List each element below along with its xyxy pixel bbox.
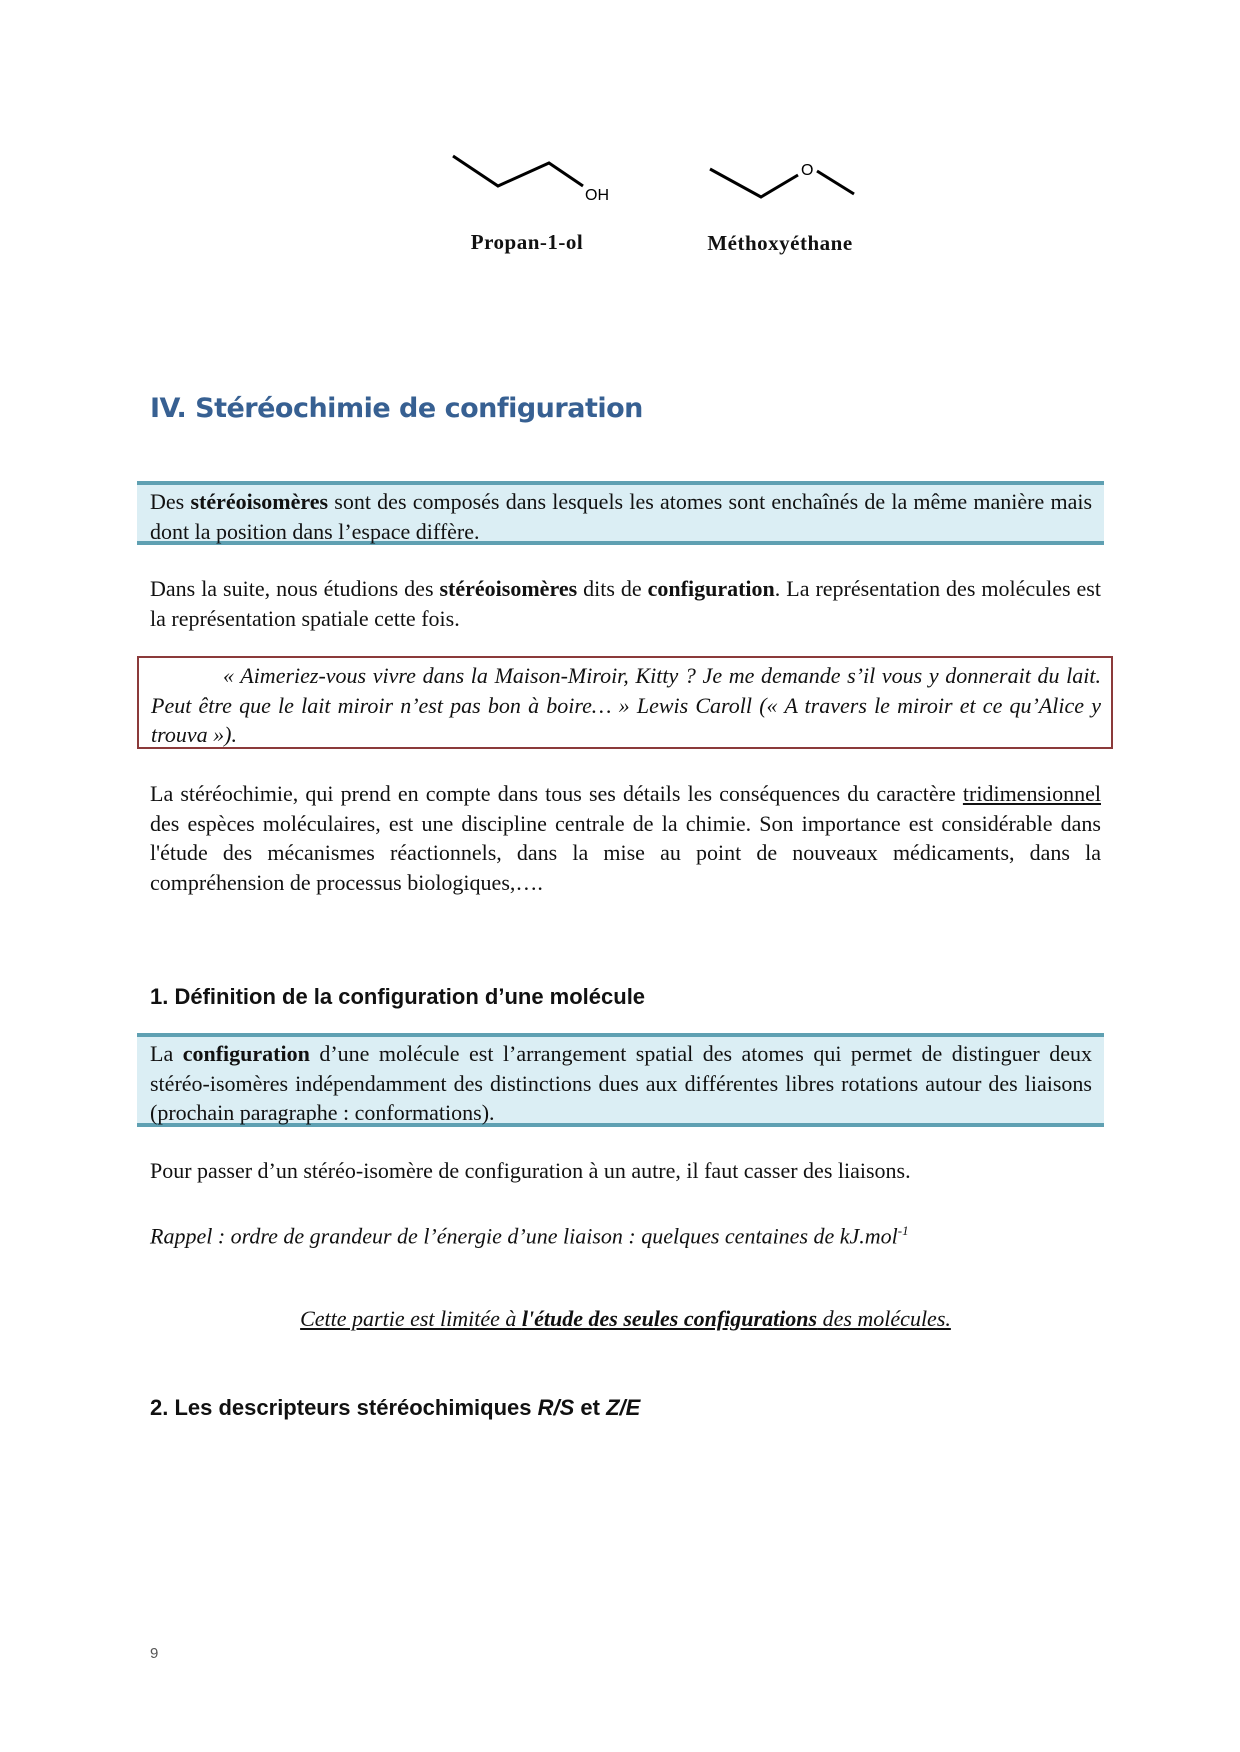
subsection-title-1: 1. Définition de la configuration d’une molécule — [150, 984, 646, 1009]
text: des molécules. — [817, 1306, 951, 1331]
definition-box-configuration — [137, 1033, 1104, 1127]
definition-text: d’une molécule est l’arrangement spatial des atomes qui permet de distinguer deux stéréo-isomères indépendamment des distinctions dues aux différentes libres rotations autour des liaisons (prochain paragraphe : conformations). — [150, 1041, 1092, 1125]
oh-atom-label: OH — [585, 187, 609, 204]
bold-term: configuration — [647, 576, 775, 601]
text: des espèces moléculaires, est une discipline centrale de la chimie. Son importance est considérable dans l'étude des mécanismes réactionnels, dans la mise au point de nouveaux médicaments, dans la compréhension de processus biologiques,…. — [150, 810, 1101, 895]
quote-box — [137, 656, 1113, 749]
definition-text: Des — [150, 489, 191, 514]
paragraph-breaking-bonds: Pour passer d’un stéréo-isomère de configuration à un autre, il faut casser des liaisons. — [150, 1158, 911, 1183]
propan-1-ol-structure — [453, 156, 583, 186]
descriptor-rs: R/S — [537, 1395, 575, 1420]
definition-text: sont des composés dans lesquels les atomes sont enchaînés de la même manière mais dont la position dans l’espace diffère. — [150, 489, 1093, 544]
definition-text: La — [150, 1041, 183, 1066]
descriptor-ze: Z/E — [606, 1395, 641, 1420]
scope-note — [150, 1304, 1101, 1334]
paragraph-stereochemistry — [150, 779, 1101, 897]
definition-term: stéréoisomères — [190, 489, 329, 514]
text: Cette partie est limitée à — [300, 1306, 522, 1331]
subsection-title-2 — [150, 1395, 640, 1421]
rappel-text: Rappel : ordre de grandeur de l’énergie d’une liaison : quelques centaines de kJ.mol — [150, 1223, 898, 1249]
methoxyethane-label: Méthoxyéthane — [707, 231, 853, 255]
o-atom-label: O — [801, 162, 814, 179]
rappel-note — [150, 1216, 1120, 1251]
text: La stéréochimie, qui prend en compte dans tous ses détails les conséquences du caractère — [150, 781, 963, 806]
section-title: IV. Stéréochimie de configuration — [150, 393, 643, 424]
text: et — [574, 1395, 607, 1420]
methoxyethane-structure — [710, 169, 854, 197]
text: dits de — [577, 576, 648, 601]
bold-term: stéréoisomères — [439, 576, 578, 601]
bold-term: l'étude des seules configurations — [521, 1306, 818, 1331]
underlined-term: tridimensionnel — [962, 781, 1101, 806]
paragraph-configuration-intro — [150, 574, 1101, 633]
text: 2. Les descripteurs stéréochimiques — [150, 1395, 538, 1420]
rappel-exponent: -1 — [897, 1223, 909, 1238]
quote-text: « Aimeriez-vous vivre dans la Maison-Miroir, Kitty ? Je me demande s’il vous y donnerait du lait. Peut être que le lait miroir n’est pas bon à boire… » Lewis Caroll (« A travers le miroir et ce qu’Alice y trouva »). — [151, 663, 1101, 747]
definition-term: configuration — [182, 1041, 310, 1066]
molecule-structures — [0, 0, 1240, 230]
page-number: 9 — [150, 1645, 159, 1662]
text: . La représentation des molécules est la représentation spatiale cette fois. — [150, 576, 1101, 631]
text: Dans la suite, nous étudions des — [150, 576, 440, 601]
definition-box-stereoisomers — [137, 481, 1104, 545]
propan-1-ol-label: Propan-1-ol — [470, 230, 584, 254]
